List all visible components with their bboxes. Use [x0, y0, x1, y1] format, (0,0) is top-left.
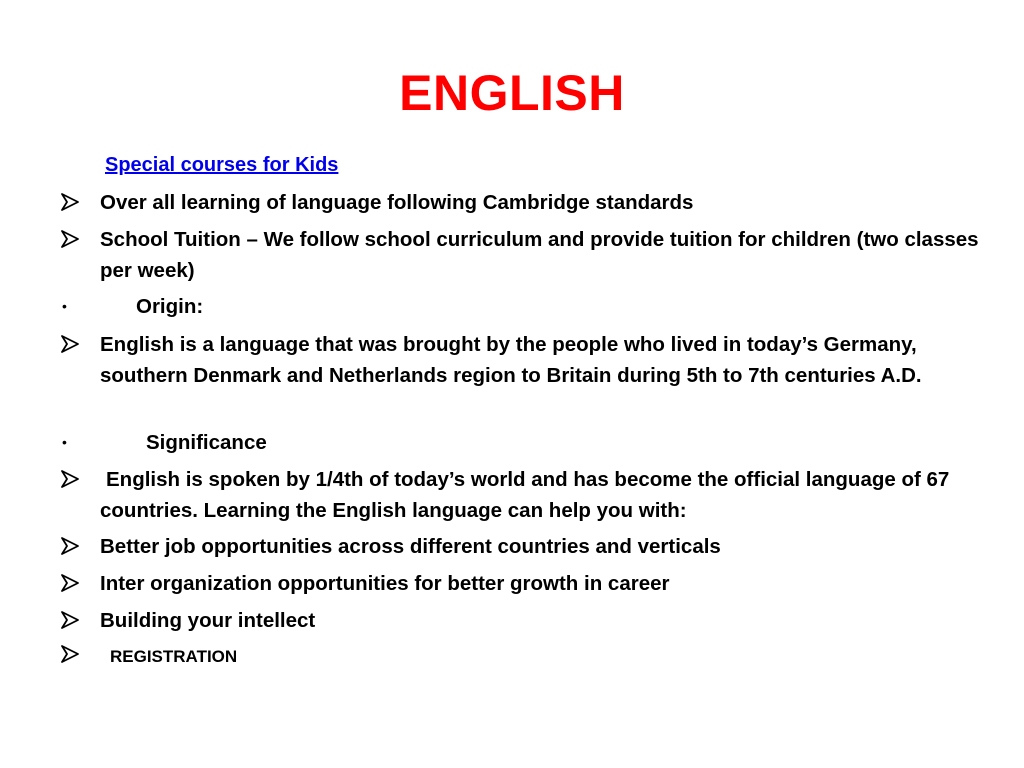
list-item-text: English is a language that was brought by the people who lived in today’s Germany, southern Denmark and Netherlands region to Britain during 5th to 7th centuries A.D. [100, 333, 922, 387]
arrow-bullet-icon [60, 187, 96, 211]
list-item [60, 187, 980, 218]
arrow-bullet-icon [60, 641, 96, 663]
slide-title: ENGLISH [399, 65, 625, 121]
arrow-bullet-icon [60, 568, 96, 592]
arrow-bullet-icon [60, 531, 96, 555]
list-item [60, 329, 980, 391]
dot-bullet-icon: • [62, 434, 67, 450]
list-item-text: School Tuition – We follow school curriculum and provide tuition for children (two classes per week) [100, 228, 979, 282]
list-item-text: Better job opportunities across different countries and verticals [100, 535, 721, 558]
list-item [60, 291, 980, 322]
arrow-bullet-icon [60, 329, 96, 353]
special-courses-link[interactable]: Special courses for Kids [105, 154, 339, 176]
list-item [60, 531, 980, 562]
list-item-text: Building your intellect [100, 609, 316, 632]
registration-link[interactable]: REGISTRATION [110, 647, 238, 666]
list-item-text: Inter organization opportunities for better growth in career [100, 572, 670, 595]
list-item-text: Over all learning of language following Cambridge standards [100, 191, 694, 214]
arrow-bullet-icon [60, 605, 96, 629]
list-item [60, 641, 980, 672]
list-item [60, 224, 980, 286]
arrow-bullet-icon [60, 464, 96, 488]
arrow-bullet-icon [60, 224, 96, 248]
dot-bullet-icon: • [62, 298, 67, 314]
list-item-text: Origin: [136, 295, 204, 318]
list-item [60, 464, 980, 526]
list-item-text: Significance [146, 431, 267, 454]
list-item [60, 427, 980, 458]
list-item [60, 605, 980, 636]
list-item [60, 568, 980, 599]
list-item-text: English is spoken by 1/4th of today’s world and has become the official language of 67 countries. Learning the English language can help you with: [100, 468, 950, 522]
